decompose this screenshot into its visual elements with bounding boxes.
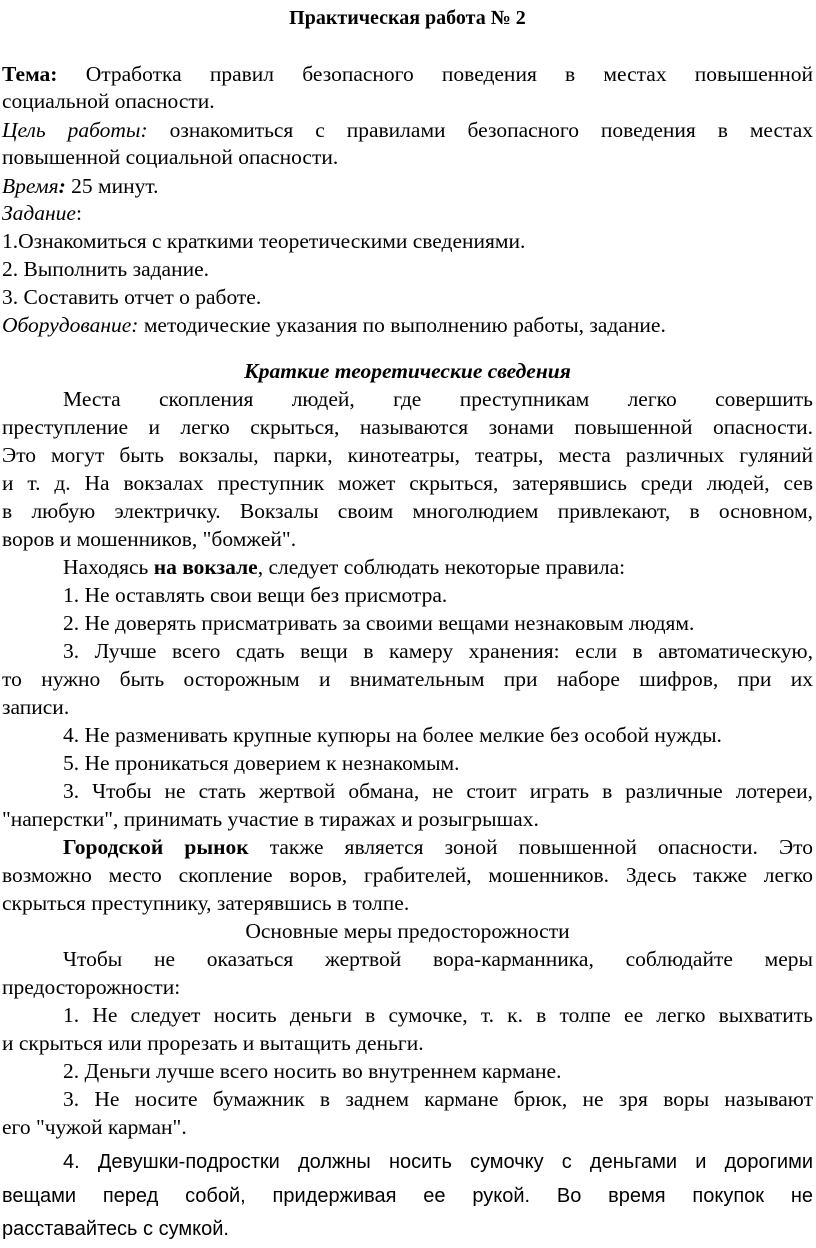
time-value: 25 минут.: [71, 174, 159, 198]
task-colon: :: [75, 201, 82, 225]
goal-line-1: [2, 116, 813, 144]
market-after: также является зоной повышенной опасности. Это: [248, 835, 813, 859]
topic-line-2: социальной опасности.: [2, 89, 215, 113]
measures-intro-1: Чтобы не оказаться жертвой вора-карманника, соблюдайте меры: [63, 947, 813, 971]
measures-heading: Основные меры предосторожности: [245, 919, 570, 943]
goal-text-1: ознакомиться с правилами безопасного поведения в местах: [169, 118, 813, 142]
station-intro: [2, 553, 813, 581]
task-label-line: [2, 199, 813, 227]
equipment-label: Оборудование:: [2, 313, 139, 337]
topic-line-1: [2, 60, 813, 88]
station-rule-1: 1. Не оставлять свои вещи без присмотра.: [63, 583, 448, 607]
goal-line-2: повышенной социальной опасности.: [2, 145, 339, 169]
measure-1-line-1: 1. Не следует носить деньги в сумочке, т. к. в толпе ее легко выхватить: [63, 1003, 813, 1027]
intro-line-4: и т. д. На вокзалах преступник может скрыться, затерявшись среди людей, сев: [2, 471, 813, 495]
intro-line-6: воров и мошенников, "бомжей".: [2, 527, 297, 551]
measure-3-line-1: 3. Не носите бумажник в заднем кармане брюк, не зря воры называют: [63, 1087, 813, 1111]
market-line-1: [2, 833, 813, 861]
time-line: [2, 172, 813, 200]
station-rule-3-line-1: 3. Лучше всего сдать вещи в камеру хранения: если в автоматическую,: [63, 639, 813, 663]
task-label: Задание: [2, 201, 76, 225]
station-rule-4: 4. Не разменивать крупные купюры на более мелкие без особой нужды.: [63, 723, 722, 747]
time-colon: :: [58, 174, 66, 198]
equipment-text: методические указания по выполнению работы, задание.: [143, 313, 666, 337]
station-before: Находясь: [63, 555, 154, 579]
measure-3-line-2: его "чужой карман".: [2, 1115, 187, 1139]
task-item-1: 1.Ознакомиться с краткими теоретическими сведениями.: [2, 229, 526, 253]
market-line-2: возможно место скопление воров, грабителей, мошенников. Здесь также легко: [2, 863, 813, 887]
station-rule-5: 5. Не проникаться доверием к незнакомым.: [63, 751, 460, 775]
topic-label: Тема:: [2, 62, 58, 86]
measure-4-line-1: 4. Девушки-подростки должны носить сумочку с деньгами и дорогими: [63, 1151, 813, 1173]
station-rule-3-line-2: то нужно быть осторожным и внимательным при наборе шифров, при их: [2, 667, 813, 691]
intro-line-1: Места скопления людей, где преступникам легко совершить: [63, 387, 813, 411]
measure-4-line-3: расставайтесь с сумкой.: [2, 1218, 229, 1240]
station-rule-2: 2. Не доверять присматривать за своими вещами незнаковым людям.: [63, 611, 695, 635]
measure-1-line-2: и скрыться или прорезать и вытащить деньги.: [2, 1031, 424, 1055]
station-rule-6-line-1: 3. Чтобы не стать жертвой обмана, не стоит играть в различные лотереи,: [63, 779, 813, 803]
measures-intro-2: предосторожности:: [2, 975, 181, 999]
intro-line-5: в любую электричку. Вокзалы своим многолюдием привлекают, в основном,: [2, 499, 813, 523]
station-rule-6-line-2: "наперстки", принимать участие в тиражах и розыгрышах.: [2, 807, 539, 831]
task-item-3: 3. Составить отчет о работе.: [2, 285, 262, 309]
intro-line-3: Это могут быть вокзалы, парки, кинотеатры, театры, места различных гуляний: [2, 443, 813, 467]
station-bold: на вокзале: [153, 555, 258, 579]
task-item-2: 2. Выполнить задание.: [2, 257, 210, 281]
station-after: , следует соблюдать некоторые правила:: [257, 555, 626, 579]
station-rule-3-line-3: записи.: [2, 695, 70, 719]
market-line-3: скрыться преступнику, затерявшись в толпе.: [2, 891, 410, 915]
equipment-line: [2, 311, 813, 339]
intro-line-2: преступление и легко скрыться, называются зонами повышенной опасности.: [2, 415, 813, 439]
measure-4-line-2: вещами перед собой, придерживая ее рукой. Во время покупок не: [2, 1185, 813, 1207]
topic-text-1: Отработка правил безопасного поведения в местах повышенной: [85, 62, 814, 86]
market-bold: Городской рынок: [63, 835, 249, 859]
goal-label: Цель работы:: [2, 118, 148, 142]
time-label: Время: [2, 174, 59, 198]
page-title: Практическая работа № 2: [289, 7, 526, 29]
theory-heading: Краткие теоретические сведения: [244, 359, 571, 383]
measure-2: 2. Деньги лучше всего носить во внутреннем кармане.: [63, 1059, 562, 1083]
